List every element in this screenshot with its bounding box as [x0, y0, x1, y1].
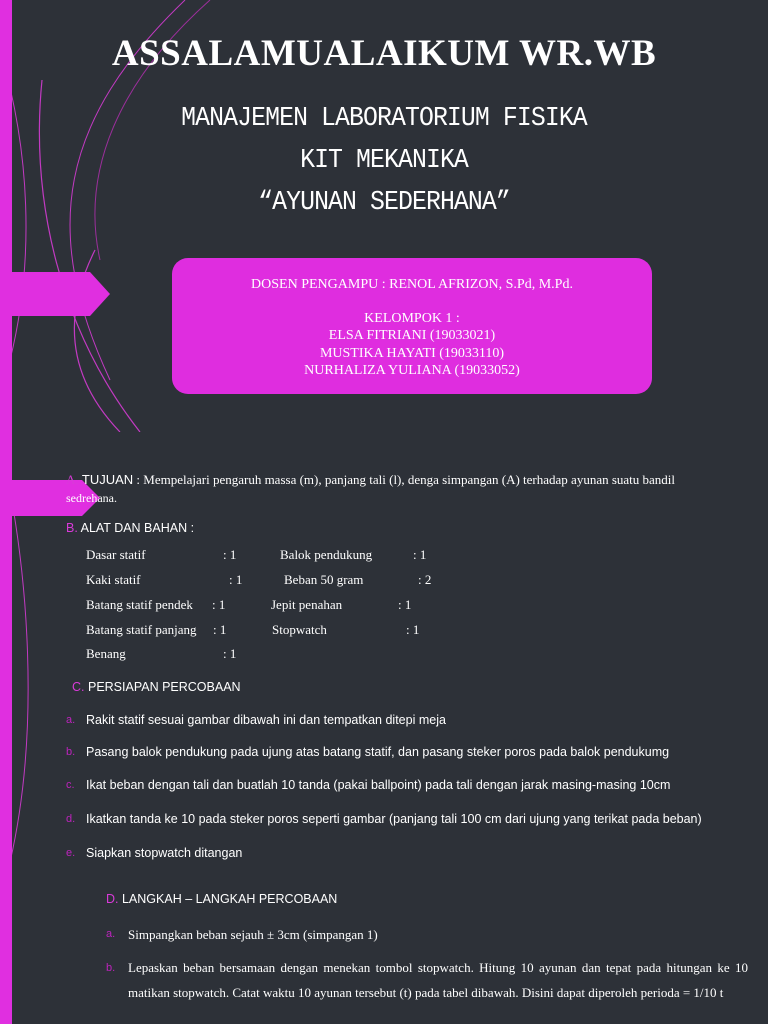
member-2: MUSTIKA HAYATI (19033110) [319, 345, 505, 361]
subtitle-line-3: “AYUNAN SEDERHANA” [258, 188, 510, 218]
list-marker: a. [66, 714, 76, 726]
langkah-heading [106, 892, 337, 906]
alat-qty: : 1 [229, 572, 243, 587]
alat-qty: : 1 [212, 597, 226, 612]
list-marker: e. [66, 847, 76, 859]
alat-item: Batang statif panjang [86, 622, 197, 637]
persiapan-heading-text: PERSIAPAN PERCOBAAN [87, 680, 241, 694]
alat-item: Kaki statif [86, 572, 141, 587]
langkah-item: Lepaskan beban bersamaan dengan menekan tombol stopwatch. Hitung 10 ayunan dan tepat pada hitungan ke 10 matikan stopwatch. Catat waktu 10 ayunan tersebut (t) pada tabel dibawah. Disini dapat diperoleh perioda = 1/10 t [128, 960, 748, 1000]
content-slide [0, 432, 768, 1024]
alat-qty: : 1 [223, 646, 237, 661]
langkah-heading-text: LANGKAH – LANGKAH PERCOBAAN [121, 892, 338, 906]
alat-item: Batang statif pendek [86, 597, 193, 612]
alat-item-2: Jepit penahan [271, 597, 343, 612]
langkah-item: Simpangkan beban sejauh ± 3cm (simpangan 1) [128, 927, 378, 942]
persiapan-marker: C. [72, 680, 85, 694]
member-1: ELSA FITRIANI (19033021) [328, 328, 496, 343]
alat-qty-2: : 2 [418, 572, 432, 587]
tujuan-text-2: sedrehana. [66, 491, 117, 505]
list-marker: b. [106, 962, 116, 974]
alat-qty-2: : 1 [398, 597, 412, 612]
persiapan-item: Ikat beban dengan tali dan buatlah 10 tanda (pakai ballpoint) pada tali dengan jarak masing-masing 10cm [86, 778, 671, 792]
alat-qty: : 1 [223, 547, 237, 562]
alat-heading [66, 521, 194, 535]
alat-item-2: Stopwatch [272, 622, 327, 637]
subtitle-line-1: MANAJEMEN LABORATORIUM FISIKA [181, 104, 587, 134]
list-marker: a. [106, 928, 116, 940]
alat-marker: B. [66, 521, 78, 535]
alat-item-2: Balok pendukung [280, 547, 373, 562]
title-slide [0, 0, 768, 432]
accent-arrow [0, 262, 120, 342]
persiapan-item: Pasang balok pendukung pada ujung atas batang statif, dan pasang steker poros pada balok pendukumg [86, 745, 670, 759]
alat-item: Dasar statif [86, 547, 146, 562]
tujuan-marker: A. [66, 472, 79, 487]
tujuan-text: : Mempelajari pengaruh massa (m), panjang tali (l), denga simpangan (A) terhadap ayunan suatu bandil [133, 472, 676, 487]
persiapan-item: Siapkan stopwatch ditangan [86, 846, 243, 860]
list-marker: b. [66, 746, 76, 758]
kelompok-label: KELOMPOK 1 : [364, 310, 460, 326]
alat-qty-2: : 1 [406, 622, 420, 637]
alat-heading-text: ALAT DAN BAHAN : [80, 521, 195, 535]
alat-qty-2: : 1 [413, 547, 427, 562]
persiapan-heading [72, 680, 241, 694]
list-marker: c. [66, 779, 75, 791]
subtitle-line-2: KIT MEKANIKA [300, 146, 468, 176]
dosen-text: DOSEN PENGAMPU : RENOL AFRIZON, S.Pd, M.Pd. [251, 277, 573, 292]
persiapan-item: Ikatkan tanda ke 10 pada steker poros seperti gambar (panjang tali 100 cm dari ujung yang terikat pada beban) [86, 812, 702, 826]
alat-qty: : 1 [213, 622, 227, 637]
info-box [172, 258, 652, 394]
alat-item-2: Beban 50 gram [284, 572, 364, 587]
member-3: NURHALIZA YULIANA (19033052) [304, 363, 520, 378]
list-marker: d. [66, 813, 76, 825]
tujuan-label: TUJUAN [81, 472, 134, 487]
alat-item: Benang [86, 646, 126, 661]
tujuan-paragraph [66, 464, 748, 495]
greeting-title: ASSALAMUALAIKUM WR.WB [111, 33, 657, 74]
persiapan-item: Rakit statif sesuai gambar dibawah ini dan tempatkan ditepi meja [86, 713, 446, 727]
langkah-marker: D. [106, 892, 119, 906]
